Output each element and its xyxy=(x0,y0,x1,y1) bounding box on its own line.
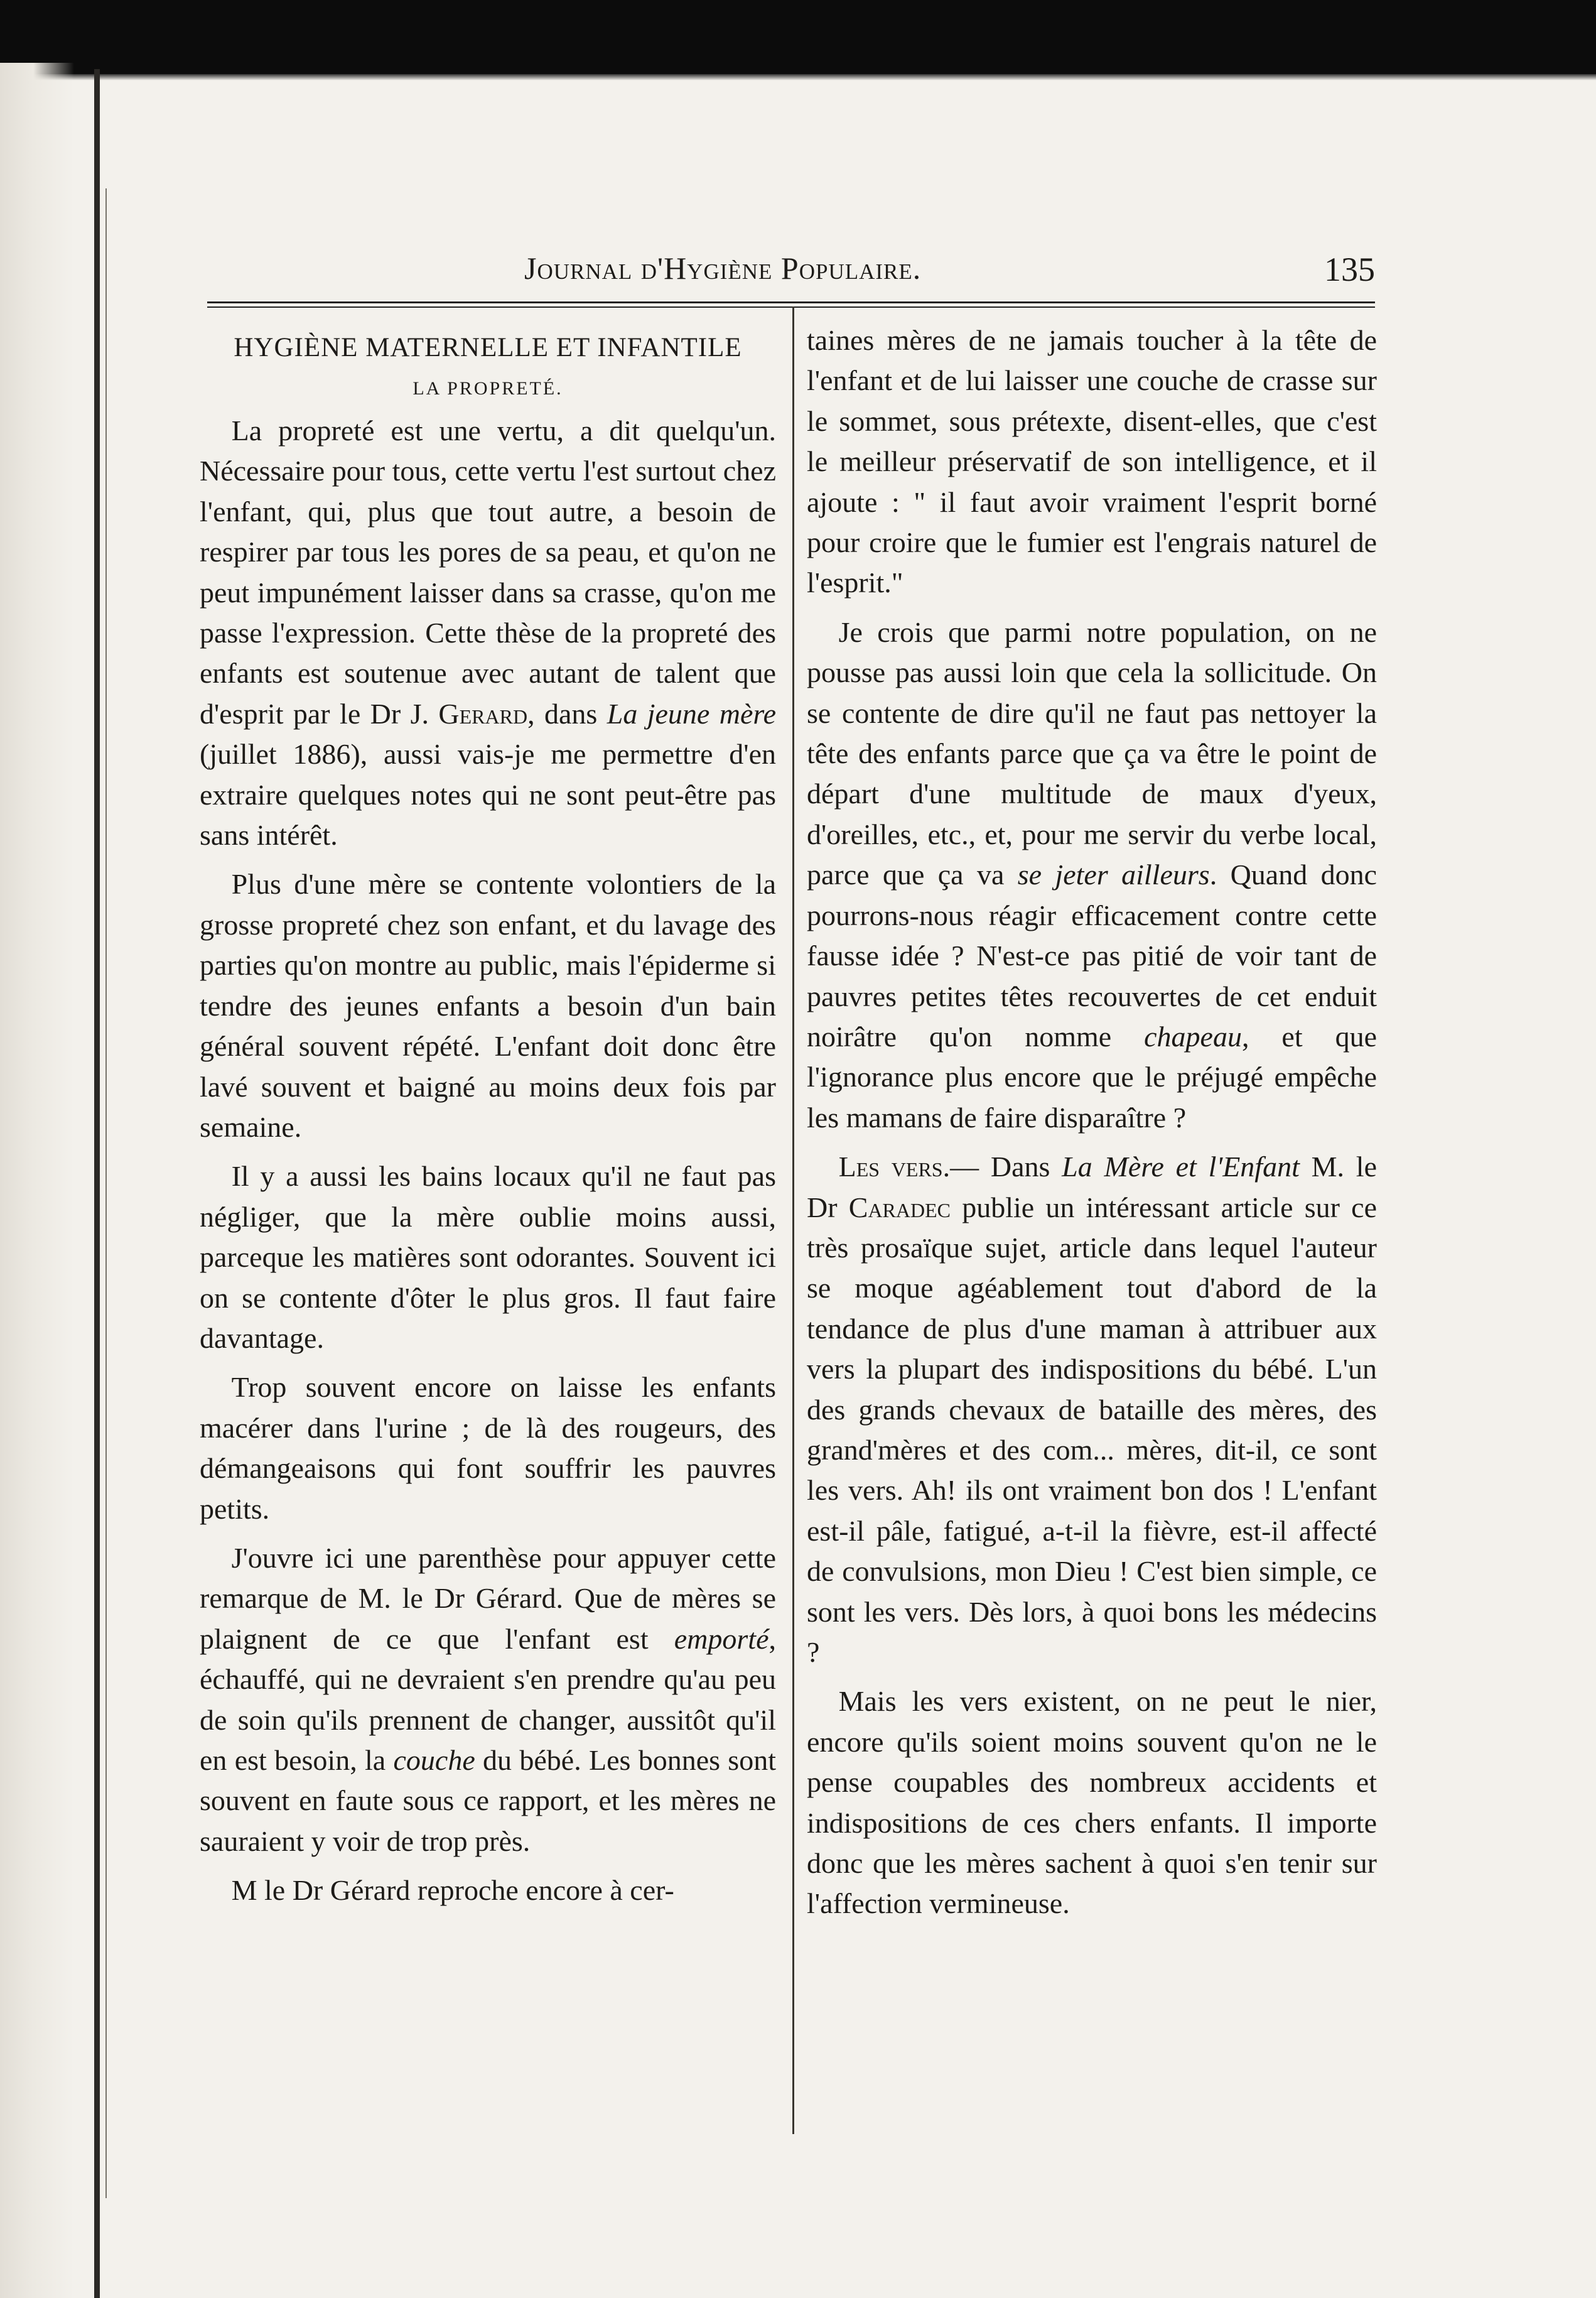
header-rule-thin xyxy=(207,306,1375,308)
section-title: HYGIÈNE MATERNELLE ET INFANTILE xyxy=(234,333,742,362)
running-title: Journal d'Hygiène Populaire. xyxy=(524,251,922,286)
author-name: Gerard xyxy=(438,697,528,730)
page-header xyxy=(201,250,1375,306)
paragraph xyxy=(200,1538,776,1862)
paragraph xyxy=(807,612,1377,1138)
emphasis: se jeter ailleurs xyxy=(1017,859,1210,891)
paragraph: Mais les vers existent, on ne peut le nier, encore qu'ils soient moins souvent qu'on ne le pense coupables des nombreux accidents et indispositions de ces chers enfants. Il importe donc que les mères sachent à quoi s'en tenir sur l'affection vermineuse. xyxy=(807,1685,1377,1920)
paragraph-text: (juillet 1886), aussi vais-je me permettre d'en extraire quelques notes qui ne sont peut-être pas sans intérêt. xyxy=(200,738,776,852)
page-spine-line xyxy=(94,69,100,2298)
publication-title: La Mère et l'Enfant xyxy=(1062,1151,1300,1183)
paragraph xyxy=(200,411,776,855)
paragraph-text: publie un intéressant article sur ce très prosaïque sujet, article dans lequel l'auteur se moque agéablement tout d'abord de la tendance de plus d'une maman à attribuer aux vers la plupart des indispositions du bébé. L'un des grands chevaux de bataille des mères, des grand'mères et des com... mères, dit-il, ce sont les vers. Ah! ils ont vraiment bon dos ! L'enfant est-il pâle, fatigué, a-t-il la fièvre, est-il affecté de convulsions, mon Dieu ! C'est bien simple, ce sont les vers. Dès lors, à quoi bons les médecins ? xyxy=(807,1191,1377,1668)
section-subtitle: LA PROPRETÉ. xyxy=(412,378,563,399)
paragraph-text: . Quand donc pourrons-nous réagir efficacement contre cette fausse idée ? N'est-ce pas pitié de voir tant de pauvres petites têtes recouvertes de cet enduit noirâtre qu'on nomme xyxy=(807,859,1377,1053)
paragraph-text: du bébé. Les bonnes sont souvent en faute sous ce rapport, et les mères ne sauraient y voir de trop près. xyxy=(200,1744,776,1857)
header-rule xyxy=(207,301,1375,303)
paragraph-text: , échauffé, qui ne devraient s'en prendre qu'au peu de soin qu'ils prennent de changer, aussitôt qu'il en est besoin, la xyxy=(200,1622,776,1776)
subsection-label: Les vers. xyxy=(838,1151,951,1183)
emphasis: emporté xyxy=(674,1622,769,1655)
paragraph-text: M. le Dr xyxy=(807,1151,1377,1223)
paragraph-text: Je crois que parmi notre population, on ne pousse pas aussi loin que cela la sollicitude. On se contente de dire qu'il ne faut pas nettoyer la tête des enfants parce que ça va être le point de départ d'une multitude de maux d'yeux, d'oreilles, etc., et, pour me servir du verbe local, parce que ça va xyxy=(807,615,1377,891)
paragraph: M le Dr Gérard reproche encore à cer- xyxy=(231,1874,674,1907)
paragraph: Plus d'une mère se contente volontiers de la grosse propreté chez son enfant, et du lavage des parties qu'on montre au public, mais l'épiderme si tendre des jeunes enfants a besoin d'un bain général souvent répété. L'enfant doit donc être lavé souvent et baigné au moins deux fois par semaine. xyxy=(200,868,776,1143)
page-spine-shadow xyxy=(105,188,107,2198)
publication-title: La jeune mère xyxy=(607,697,776,730)
paragraph-text: , dans xyxy=(527,697,607,730)
emphasis: couche xyxy=(393,1744,475,1776)
scan-top-border xyxy=(0,0,1596,74)
emphasis: chapeau xyxy=(1144,1020,1242,1053)
paragraph: taines mères de ne jamais toucher à la tête de l'enfant et de lui laisser une couche de crasse sur le sommet, sous prétexte, disent-elles, que c'est le meilleur préservatif de son intelligence, et il ajoute : " il faut avoir vraiment l'esprit borné pour croire que le fumier est l'engrais naturel de l'esprit." xyxy=(807,324,1377,599)
paragraph-text: J'ouvre ici une parenthèse pour appuyer cette remarque de M. le Dr Gérard. Que de mères se plaignent de ce que l'enfant est xyxy=(200,1541,776,1655)
scan-top-shadow xyxy=(0,74,1596,80)
paragraph: Il y a aussi les bains locaux qu'il ne faut pas négliger, que la mère oublie moins aussi, parceque les matières sont odorantes. Souvent ici on se contente d'ôter le plus gros. Il faut faire davantage. xyxy=(200,1160,776,1354)
paragraph-text: — Dans xyxy=(950,1151,1062,1183)
left-column xyxy=(200,320,776,1911)
right-column xyxy=(807,320,1377,1924)
paragraph xyxy=(807,1147,1377,1672)
author-name: Caradec xyxy=(848,1191,951,1223)
paragraph-text: , et que l'ignorance plus encore que le préjugé empêche les mamans de faire disparaître ? xyxy=(807,1020,1377,1134)
page-number: 135 xyxy=(1324,251,1375,288)
page-binding-edge xyxy=(0,63,74,2298)
paragraph: Trop souvent encore on laisse les enfants macérer dans l'urine ; de là des rougeurs, des démangeaisons qui font souffrir les pauvres petits. xyxy=(200,1371,776,1525)
column-separator xyxy=(792,306,794,2134)
paragraph-text: La propreté est une vertu, a dit quelqu'un. Nécessaire pour tous, cette vertu l'est surtout chez l'enfant, qui, plus que tout autre, a besoin de respirer par tous les pores de sa peau, et qu'on ne peut impunément laisser dans sa crasse, qu'on me passe l'expression. Cette thèse de la propreté des enfants est soutenue avec autant de talent que d'esprit par le Dr J. xyxy=(200,415,776,730)
